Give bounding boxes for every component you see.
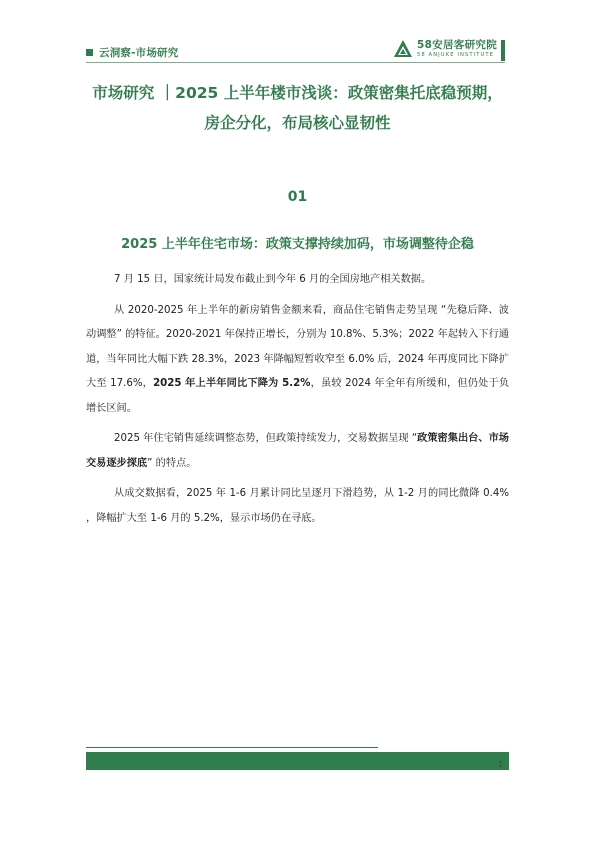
body-text [86,268,509,537]
anjuke-logo [393,39,497,59]
header-accent-bar [501,40,505,61]
paragraph-2-highlight: 2025 年上半年同比下降为 5.2% [153,378,311,389]
section-number: 01 [287,189,308,205]
paragraph-3-highlight: 政策密集出台、市场交易逐步探底 [86,433,509,469]
paragraph-2: 从 2020-2025 年上半年的新房销售金额来看，商品住宅销售走势呈现 “先稳后降、波动调整” 的特征。2020-2021 年保持正增长，分别为 10.8%、5.3%；2022 年起转入下行通道，当年同比大幅下跌 28.3%，2023 年降幅短暂收窄至 6.0% 后，2024 年再度同比下降扩大至 17.6%，2025 年上半年同比下降为 5.2%，虽较 2024 年全年有所缓和，但仍处于负增长区间。 [86,304,510,414]
title-line-2: 房企分化，布局核心显韧性 [204,114,391,132]
header-divider [86,62,505,63]
title-line-1: 市场研究 ｜2025 上半年楼市浅谈：政策密集托底稳预期， [92,84,503,102]
paragraph-1: 7 月 15 日，国家统计局发布截止到今年 6 月的全国房地产相关数据。 [114,274,432,285]
logo-english-name: 58 ANJUKE INSTITUTE [417,52,495,59]
logo-chinese-name: 58安居客研究院 [417,38,498,51]
paragraph-3: 2025 年住宅销售延续调整态势，但政策持续发力，交易数据呈现 “政策密集出台、市场交易逐步探底” 的特点。 [86,433,509,469]
anjuke-logo-icon [393,39,413,59]
header-square-icon [86,49,93,56]
header-section-label [86,45,178,60]
paragraph-4: 从成交数据看，2025 年 1-6 月累计同比呈逐月下滑趋势，从 1-2 月的同比微降 0.4% ，降幅扩大至 1-6 月的 5.2%，显示市场仍在寻底。 [86,488,509,524]
footer-thin-rule [86,747,378,748]
page-number: 1 [498,760,504,769]
section-title: 2025 上半年住宅市场：政策支撑持续加码，市场调整待企稳 [121,237,474,252]
page-title [70,78,525,138]
footer-green-bar [86,752,509,770]
header-label-text: 云洞察-市场研究 [99,47,179,59]
